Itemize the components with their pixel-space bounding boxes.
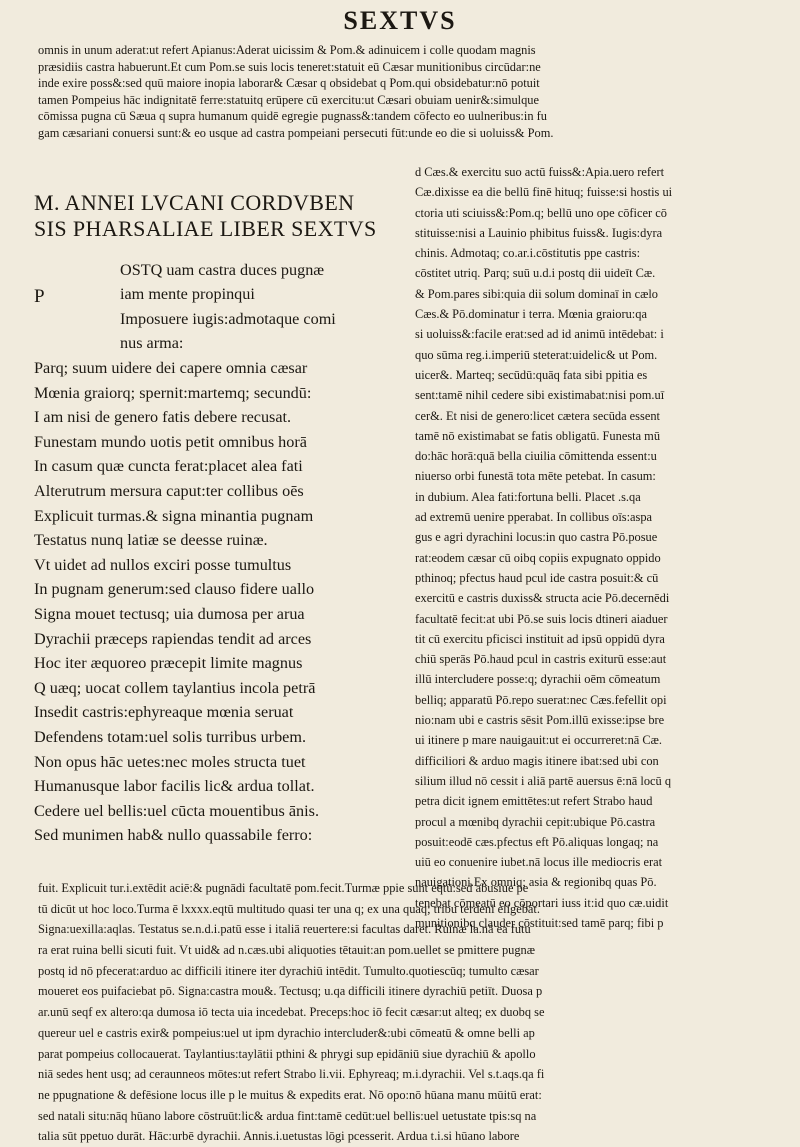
running-head: SEXTVS	[343, 6, 457, 35]
verse-line: Signa mouet tectusq; uia dumosa per arua	[34, 604, 305, 623]
verse-line: I am nisi de genero fatis debere recusat.	[34, 408, 292, 427]
verse-line: iam mente propinqui	[120, 285, 255, 304]
commentary-line: do:hāc horā:quā bella ciuilia cōmittenda essent:u	[415, 449, 657, 464]
commentary-line: in dubium. Alea fati:fortuna belli. Placet .s.qa	[415, 489, 641, 504]
commentary-line: gus e agri dyrachini locus:in quo castra Pō.posue	[415, 530, 658, 545]
commentary-line: cōstitet utriq. Parq; suū u.d.i postq dii uideīt Cæ.	[415, 266, 656, 281]
commentary-line: procul a mœnibq dyrachii cepit:ubique Pō.castra	[415, 814, 656, 829]
verse-opening	[120, 258, 336, 356]
verse-line: Cedere uel bellis:uel cūcta mouentibus ānis.	[34, 801, 319, 820]
verse-line: Dyrachii præceps rapiendas tendit ad arces	[34, 629, 312, 648]
verse-line: nus arma:	[120, 334, 184, 353]
verse-line: Non opus hāc uetes:nec moles structa tuet	[34, 752, 306, 771]
commentary-line: talia sūt ppetuo durāt. Hāc:urbē dyrachii. Annis.i.uetustas lōgi pcesserit. Ardua t.i.si hūano labore	[38, 1129, 520, 1144]
verse-line: OSTQ uam castra duces pugnæ	[120, 261, 325, 279]
verse-line: Parq; suum uidere dei capere omnia cæsar	[34, 359, 308, 377]
commentary-line: fuit. Explicuit tur.i.extēdit aciē:& pugnādi facultatē pom.fecit.Turmæ ppie sunt eqtū:sed abusiue pe	[38, 881, 529, 895]
commentary-line: Cæ.dixisse ea die bellū finē hituq; fuisse:si hostis ui	[415, 185, 673, 200]
commentary-line: chinis. Admotaq; co.ar.i.cōstitutis ppe castris:	[415, 246, 641, 261]
commentary-line: ui itinere p mare nauigauit:ut ei occurreret:nā Cæ.	[415, 733, 663, 748]
commentary-line: facultatē fecit:at ubi Pō.se suis locis dtineri aiaduer	[415, 611, 668, 626]
commentary-line: stituisse:nisi a Lauinio phibitus fuiss&. Iugis:dyra	[415, 225, 663, 240]
commentary-line: & Pom.pares sibi:quia dii solum dominaī in cælo	[415, 286, 658, 301]
commentary-line: uicer&. Marteq; secūdū:quāq fata sibi ppitia es	[415, 367, 648, 382]
verse-line: Funestam mundo uotis petit omnibus horā	[34, 432, 307, 451]
commentary-line: inde exire poss&:sed quū maiore inopia laborar& Cæsar q obsidebat q Pom.qui obsidebatur:nō potuit	[38, 76, 540, 91]
commentary-line: belliq; apparatū Pō.repo suerat:nec Cæs.fefellit opi	[415, 692, 667, 707]
commentary-line: cōmissa pugna cū Sæua q supra humanum quidē egregie pugnass&:tandem cōfecto eo uulneribus:in fu	[38, 109, 547, 124]
commentary-line: gam cæsariani conuersi sunt:& eo usque ad castra pompeiani persecuti fūt:unde eo die si uoluiss& Pom.	[38, 125, 554, 140]
verse-line: In casum quæ cuncta ferat:placet alea fati	[34, 457, 303, 476]
commentary-line: ar.unū seqf ex altero:qa dumosa iō tecta uia incedebat. Preceps:hoc iō fecit cæsar:ut alteq; ex duobq se	[38, 1005, 545, 1020]
commentary-line: niuerso orbi funestā tota mēte petebat. In casum:	[415, 469, 656, 484]
book-title	[34, 190, 399, 242]
commentary-line: tamen Pompeius hāc indignitatē ferre:statuitq erūpere cū exercitu:ut Cæsari obuiam uenir&:simulque	[38, 92, 539, 107]
commentary-line: Signa:uexilla:aqlas. Testatus se.n.d.i.patū esse i italiā reuertere:si facultas daret. Ruinæ la.nā ea futu	[38, 922, 531, 937]
drop-cap: P	[34, 286, 45, 307]
commentary-line: tenebat cōmeatū eo cōportari iuss it:id quo cæ.uidit	[415, 895, 669, 910]
verse-line: Alterutrum mersura caput:ter collibus oēs	[34, 481, 304, 500]
commentary-line: d Cæs.& exercitu suo actū fuiss&:Apia.uero refert	[415, 165, 665, 179]
commentary-line: difficiliori & arduo magis itinere ibat:sed ubi con	[415, 753, 659, 768]
commentary-line: illū intercludere posse:q; dyrachii oēm cōmeatum	[415, 672, 661, 687]
verse-line: Mœnia graiorq; spernit:martemq; secundū:	[34, 383, 312, 402]
commentary-line: posuit:eodē cæs.pfectus eft Pō.aliquas longaq; na	[415, 834, 659, 849]
commentary-line: munitionibq clauder cōstituit:sed tamē parq; fibi p	[415, 915, 664, 930]
commentary-line: cer&. Et nisi de genero:licet cætera secūda essent	[415, 408, 660, 423]
commentary-line: parat pompeius collocauerat. Taylantius:taylātii pthini & phrygi sup epidāniū siue dyrachiū & apollo	[38, 1046, 536, 1061]
commentary-line: postq id nō pfecerat:arduo ac difficili itinere iter dyrachiū intēdit. Tumulto.quotiescūq; tumulto cæsar	[38, 963, 539, 978]
verse-line: Sed munimen hab& nullo quassabile ferro:	[34, 826, 313, 845]
commentary-line: præsidiis castra habuerunt.Et cum Pom.se suis locis teneret:statuit eū Cæsar munitionibus circūdar:ne	[38, 59, 541, 74]
commentary-line: niā sedes hent usq; ad ceraunneos mōtes:ut refert Strabo li.vii. Ephyreaq; m.i.dyrachii. Vel s.t.aqs.qa fi	[38, 1067, 545, 1082]
commentary-line: pthinoq; pfectus haud pcul ide castra posuit:& cū	[415, 570, 659, 585]
commentary-line: uiū eo conuenire iubet.nā locus ille mediocris erat	[415, 855, 663, 870]
verse-line: Vt uidet ad nullos exciri posse tumultus	[34, 555, 292, 574]
commentary-line: moueret eos puifaciebat pō. Signa:castra mou&. Tectusq; u.qa difficili itinere dyrachiū petiīt. Duosa p	[38, 984, 543, 999]
commentary-line: rat:eodem cæsar cū oibq copiis expugnato oppido	[415, 550, 661, 565]
verse-line: In pugnam generum:sed clauso fidere uallo	[34, 580, 315, 599]
commentary-line: ad extremū uenire pperabat. In collibus oīs:aspa	[415, 510, 653, 525]
top-commentary	[38, 42, 798, 142]
commentary-line: ra erat ruina belli sicuti fuit. Vt uid& ad n.cæs.ubi aliquoties tētauit:an pom.uellet se pmittere pugnæ	[38, 943, 536, 958]
commentary-line: quo sūma reg.i.imperiū steterat:uidelic& ut Pom.	[415, 347, 658, 362]
title-line: M. ANNEI LVCANI CORDVBEN	[34, 190, 355, 215]
commentary-line: sed natali situ:nāq hūano labore cōstruūt:lic& ardua fint:tamē cedūt:uel bellis:uel uetustate tpis:sq na	[38, 1108, 537, 1123]
verse-lines	[34, 356, 319, 848]
verse-line: Hoc iter æquoreo præcepit limite magnus	[34, 654, 303, 673]
commentary-line: tamē nō existimabat se fatis obligatū. Funesta mū	[415, 428, 661, 443]
verse-line: Defendens totam:uel solis turribus urbem.	[34, 727, 306, 746]
verse-line: Imposuere iugis:admotaque comi	[120, 309, 336, 328]
commentary-line: exercitū e castris duxiss& structa acie Pō.decernēdi	[415, 591, 670, 606]
verse-line: Q uæq; uocat collem taylantius incola petrā	[34, 678, 316, 697]
verse-line: Testatus nunq latiæ se deesse ruinæ.	[34, 531, 268, 550]
commentary-line: chiū sperās Pō.haud pcul in castris exiturū esse:aut	[415, 652, 667, 667]
commentary-line: si uoluiss&:facile erat:sed ad id animū intēdebat: i	[415, 327, 664, 342]
commentary-line: ne ppugnatione & defēsione locus ille p le muitus & expedits erat. Nō opo:nō hūana manu mūitū erat:	[38, 1087, 542, 1102]
commentary-line: tū dicūt ut hoc loco.Turma ē lxxxx.eqtū multitudo quasi ter una q; ex una quaq; tribu terdeni eligebāt.	[38, 901, 540, 916]
commentary-line: nio:nam ubi e castris sēsit Pom.illū exisse:ipse bre	[415, 713, 665, 728]
title-line: SIS PHARSALIAE LIBER SEXTVS	[34, 216, 377, 241]
commentary-line: ctoria uti sciuiss&:Pom.q; bellū uno ope cōficer cō	[415, 205, 667, 220]
verse-line: Humanusque labor facilis lic& ardua tollat.	[34, 777, 315, 796]
commentary-line: sent:tamē nihil cedere sibi existimabat:nisi pom.uī	[415, 388, 665, 403]
commentary-line: nauigationi.Ex omniq; asia & regionibq quas Pō.	[415, 875, 657, 890]
side-commentary	[415, 162, 795, 933]
verse-line: Insedit castris:ephyreaque mœnia seruat	[34, 703, 294, 722]
commentary-line: silium illud nō cessit i aliā partē auersus ē:nā locū q	[415, 773, 672, 788]
verse-line: Explicuit turmas.& signa minantia pugnam	[34, 506, 314, 525]
commentary-line: petra dicit ignem emittētes:ut refert Strabo haud	[415, 794, 653, 809]
bottom-commentary	[38, 878, 798, 1147]
commentary-line: quereur uel e castris exir& pompeius:uel ut ipm dyrachio intercluder&:ubi cōmeatū & omne belli ap	[38, 1025, 535, 1040]
commentary-line: Cæs.& Pō.dominatur i terra. Mœnia graioru:qa	[415, 307, 647, 322]
commentary-line: omnis in unum aderat:ut refert Apianus:Aderat uicissim & Pom.& adinuicem i colle quodam magnis	[38, 43, 536, 57]
commentary-line: tit cū exercitu pficisci instituit ad ipsū oppidū dyra	[415, 631, 665, 646]
